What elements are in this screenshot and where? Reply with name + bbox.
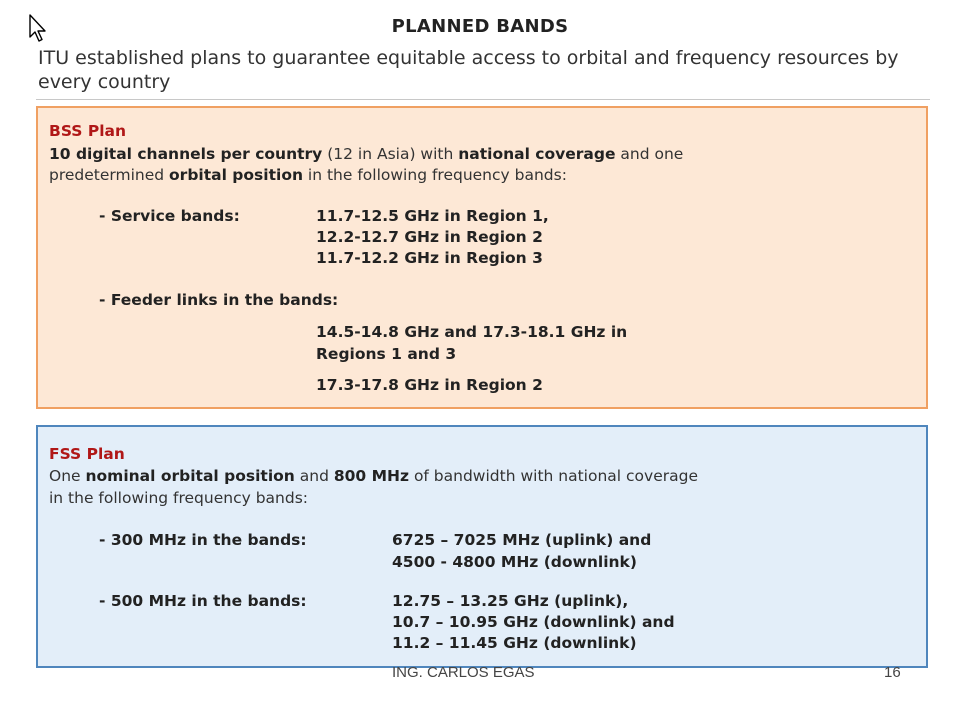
header-divider	[36, 99, 930, 100]
bss-service-band-3: 11.7-12.2 GHz in Region 3	[316, 249, 543, 267]
fss-desc-nominal-position: nominal orbital position	[85, 467, 295, 485]
intro-text: ITU established plans to guarantee equitable access to orbital and frequency resources by every country	[38, 47, 899, 93]
bss-service-band-1: 11.7-12.5 GHz in Region 1,	[316, 207, 549, 225]
bss-description-line-2	[49, 166, 567, 184]
fss-plan-title: FSS Plan	[49, 445, 125, 463]
fss-300mhz-band-2: 4500 - 4800 MHz (downlink)	[392, 553, 637, 571]
bss-feeder-links-label: - Feeder links in the bands:	[99, 291, 339, 309]
fss-500mhz-band-3: 11.2 – 11.45 GHz (downlink)	[392, 634, 637, 652]
bss-desc-orbital-position: orbital position	[169, 166, 303, 184]
footer-page-number: 16	[884, 664, 901, 681]
fss-description-line-2: in the following frequency bands:	[49, 489, 308, 507]
bss-description-line-1	[49, 145, 683, 163]
fss-desc-bandwidth: of bandwidth with national coverage	[409, 467, 698, 485]
fss-300mhz-label: - 300 MHz in the bands:	[99, 531, 307, 549]
bss-feeder-band-1-regions: Regions 1 and 3	[316, 345, 457, 363]
fss-500mhz-band-2: 10.7 – 10.95 GHz (downlink) and	[392, 613, 675, 631]
fss-500mhz-label: - 500 MHz in the bands:	[99, 592, 307, 610]
bss-desc-national-coverage: national coverage	[458, 145, 616, 163]
fss-500mhz-band-1: 12.75 – 13.25 GHz (uplink),	[392, 592, 629, 610]
footer-author: ING. CARLOS EGAS	[392, 664, 535, 681]
bss-desc-and-one: and one	[615, 145, 684, 163]
bss-desc-channels: 10 digital channels per country	[49, 145, 323, 163]
bss-desc-bands-text: in the following frequency bands:	[303, 166, 567, 184]
bss-plan-box	[36, 106, 928, 409]
bss-service-bands-label: - Service bands:	[99, 207, 240, 225]
fss-desc-800mhz: 800 MHz	[333, 467, 410, 485]
bss-plan-title: BSS Plan	[49, 122, 127, 140]
bss-service-band-2: 12.2-12.7 GHz in Region 2	[316, 228, 543, 246]
bss-feeder-band-1: 14.5-14.8 GHz and 17.3-18.1 GHz in	[316, 323, 628, 341]
fss-desc-and: and	[294, 467, 334, 485]
bss-desc-asia: (12 in Asia) with	[322, 145, 459, 163]
bss-desc-predetermined: predetermined	[49, 166, 170, 184]
fss-plan-box	[36, 425, 928, 668]
fss-desc-one: One	[49, 467, 86, 485]
page-title: PLANNED BANDS	[391, 16, 569, 37]
fss-300mhz-band-1: 6725 – 7025 MHz (uplink) and	[392, 531, 652, 549]
fss-description-line-1	[49, 467, 698, 485]
bss-feeder-band-2: 17.3-17.8 GHz in Region 2	[316, 376, 543, 394]
